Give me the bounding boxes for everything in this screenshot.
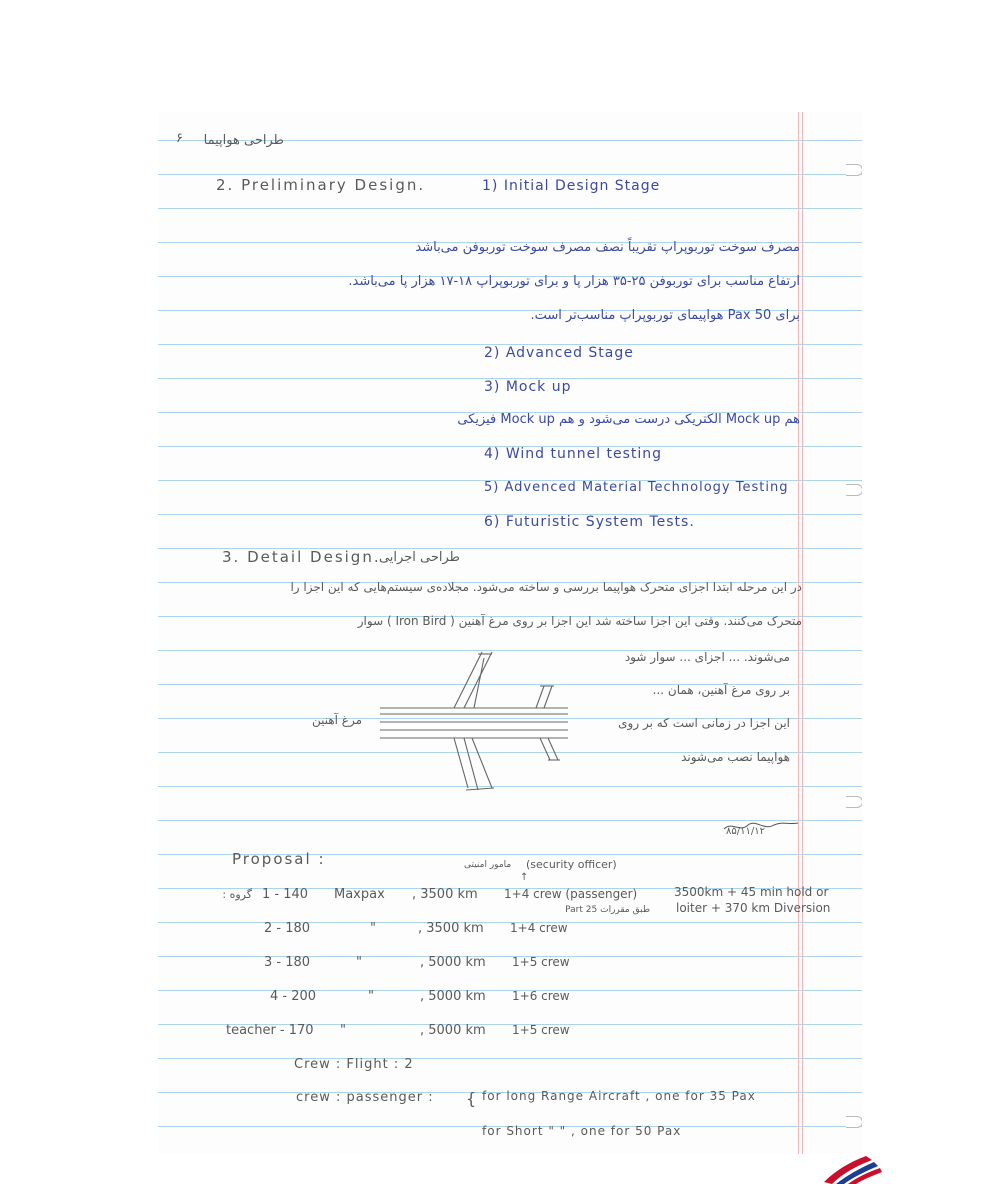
margin-line [798,112,799,1154]
part25-note: طبق مقررات Part 25 [565,905,650,915]
proposal-row-range: , 3500 km [412,887,478,902]
corner-logo-icon [820,1152,884,1184]
initial-design-stage: 1) Initial Design Stage [482,178,661,194]
advanced-material-stage: 5) Advenced Material Technology Testing [484,480,789,495]
security-officer-fa: مامور امنیتی [464,860,512,870]
proposal-row-range: , 3500 km [418,921,484,936]
arrow-up-icon: ↑ [520,872,529,883]
fa-detail-line-4: بر روی مرغ آهنین، همان ... [652,683,790,697]
fa-detail-line-2: متحرک می‌کنند. وقتی این اجزا ساخته شد این اجزا بر روی مرغ آهنین ( Iron Bird ) سوار [357,614,802,628]
proposal-row-label: 2 - 180 [264,921,311,936]
proposal-row-label: 1 - 140 [262,887,309,902]
security-officer-note: (security officer) [526,858,617,871]
proposal-row-range: , 5000 km [420,955,486,970]
long-range-rule: for long Range Aircraft , one for 35 Pax [482,1089,756,1103]
advanced-stage: 2) Advanced Stage [484,345,634,361]
proposal-row-range: , 5000 km [420,1023,486,1038]
fa-detail-line-1: در این مرحله ابتدا اجزای متحرک هواپیما بررسی و ساخته می‌شود. مجلاده‌ی سیستم‌هایی که این اجزا را [290,580,802,594]
punch-hole [846,164,862,176]
proposal-row-pax: " [370,921,376,936]
crew-flight: Crew : Flight : 2 [294,1057,414,1072]
punch-hole [846,1116,862,1128]
proposal-row-pax: " [356,955,362,970]
page-heading: طراحی هواپیما [203,133,284,148]
fa-detail-line-5: این اجزا در زمانی است که بر روی [618,716,790,730]
proposal-row-range: , 5000 km [420,989,486,1004]
iron-bird-sketch [380,650,580,795]
punch-hole [846,484,862,496]
detail-design-title: 3. Detail Design. [222,548,381,566]
punch-hole [846,796,862,808]
proposal-title: Proposal : [232,850,326,868]
proposal-row-label: teacher - 170 [226,1023,314,1038]
iron-bird-label: مرغ آهنین [311,713,362,727]
proposal-row-crew: 1+5 crew [512,1023,570,1037]
fa-detail-line-6: هواپیما نصب می‌شوند [681,750,790,764]
hold-line-1: 3500km + 45 min hold or [674,885,829,899]
fa-mockup-note: هم Mock up الکتریکی درست می‌شود و هم Mock up فیزیکی [457,412,800,427]
detail-design-title-fa: طراحی اجرایی [378,550,460,565]
proposal-row-label: 4 - 200 [270,989,317,1004]
fa-fuel-consumption-note: مصرف سوخت توربوپراپ تقریباً نصف مصرف سوخت توربوفن می‌باشد [415,240,800,255]
notebook-page [158,112,862,1154]
short-range-rule: for Short " " , one for 50 Pax [482,1124,682,1138]
fa-50pax-note: برای 50 Pax هواپیمای توربوپراپ مناسب‌تر است. [530,308,800,323]
fa-altitude-note: ارتفاع مناسب برای توربوفن ۲۵-۳۵ هزار پا و برای توربوپراپ ۱۸-۱۷ هزار پا می‌باشد. [348,274,800,289]
signature-date: ۸۵/۱۱/۱۲ [726,826,765,837]
proposal-row-pax: " [368,989,374,1004]
proposal-row-crew: 1+5 crew [512,955,570,969]
fa-detail-line-3: می‌شوند. ... اجزای ... سوار شود [624,650,790,664]
hold-line-2: loiter + 370 km Diversion [676,901,831,915]
crew-passenger: crew : passenger : [296,1090,434,1105]
preliminary-design-title: 2. Preliminary Design. [216,176,426,194]
bracket-icon: { [466,1089,477,1108]
page-number: ۶ [176,131,183,146]
proposal-row-pax: " [340,1023,346,1038]
wind-tunnel-stage: 4) Wind tunnel testing [484,446,663,462]
futuristic-tests-stage: 6) Futuristic System Tests. [484,514,695,530]
margin-line [802,112,803,1154]
proposal-row-crew: 1+4 crew (passenger) [504,887,638,901]
proposal-row-crew: 1+6 crew [512,989,570,1003]
group-label: گروه : [222,888,252,901]
proposal-row-pax: Maxpax [334,887,385,902]
mock-up-stage: 3) Mock up [484,379,572,395]
proposal-row-label: 3 - 180 [264,955,311,970]
proposal-row-crew: 1+4 crew [510,921,568,935]
